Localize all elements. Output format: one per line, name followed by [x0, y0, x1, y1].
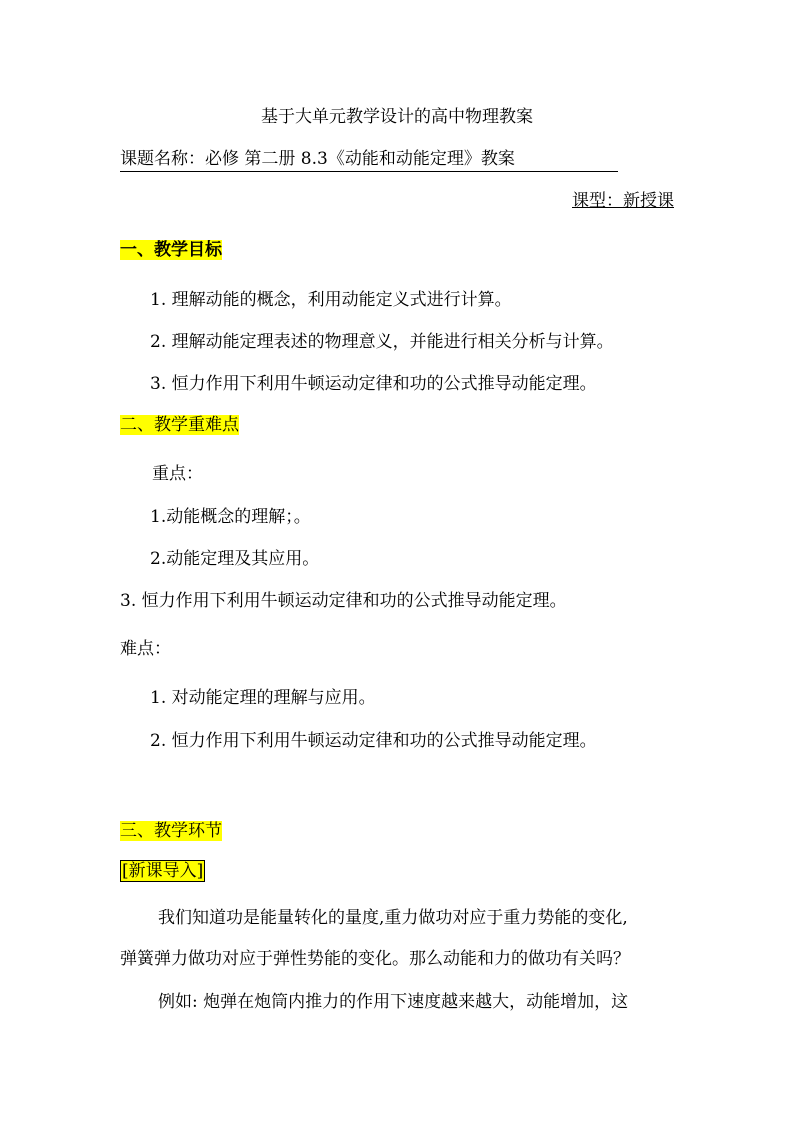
section-heading-objectives-text: 一、教学目标 — [120, 240, 222, 260]
difficult-points-label: 难点： — [120, 639, 171, 659]
course-name: 课题名称：必修 第二册 8.3《动能和动能定理》教案 — [120, 148, 618, 172]
sub-heading-new-lesson-intro — [120, 860, 205, 882]
paragraph-line-1: 我们知道功是能量转化的量度,重力做功对应于重力势能的变化, — [158, 908, 628, 928]
difficult-point-item-2: 2. 恒力作用下利用牛顿运动定律和功的公式推导动能定理。 — [150, 731, 597, 751]
paragraph-line-2: 弹簧弹力做功对应于弹性势能的变化。那么动能和力的做功有关吗？ — [120, 949, 630, 969]
key-point-item-3: 3. 恒力作用下利用牛顿运动定律和功的公式推导动能定理。 — [120, 591, 567, 611]
document-title: 基于大单元教学设计的高中物理教案 — [261, 107, 533, 127]
key-point-item-2: 2.动能定理及其应用。 — [150, 549, 320, 569]
paragraph-line-3: 例如: 炮弹在炮筒内推力的作用下速度越来越大，动能增加，这 — [158, 992, 629, 1012]
sub-heading-new-lesson-intro-text: [新课导入] — [122, 861, 204, 881]
section-heading-objectives — [120, 239, 222, 261]
section-heading-key-points — [120, 414, 239, 436]
difficult-point-item-1: 1. 对动能定理的理解与应用。 — [150, 688, 376, 708]
section-heading-key-points-text: 二、教学重难点 — [120, 415, 239, 435]
objective-item-2: 2. 理解动能定理表述的物理意义，并能进行相关分析与计算。 — [150, 332, 614, 352]
objective-item-1: 1. 理解动能的概念，利用动能定义式进行计算。 — [150, 290, 512, 310]
objective-item-3: 3. 恒力作用下利用牛顿运动定律和功的公式推导动能定理。 — [150, 374, 597, 394]
key-points-label: 重点： — [152, 464, 203, 484]
section-heading-teaching-steps — [120, 820, 222, 842]
section-heading-teaching-steps-text: 三、教学环节 — [120, 821, 222, 841]
key-point-item-1: 1.动能概念的理解；。 — [150, 507, 311, 527]
lesson-type: 课型：新授课 — [572, 191, 674, 211]
